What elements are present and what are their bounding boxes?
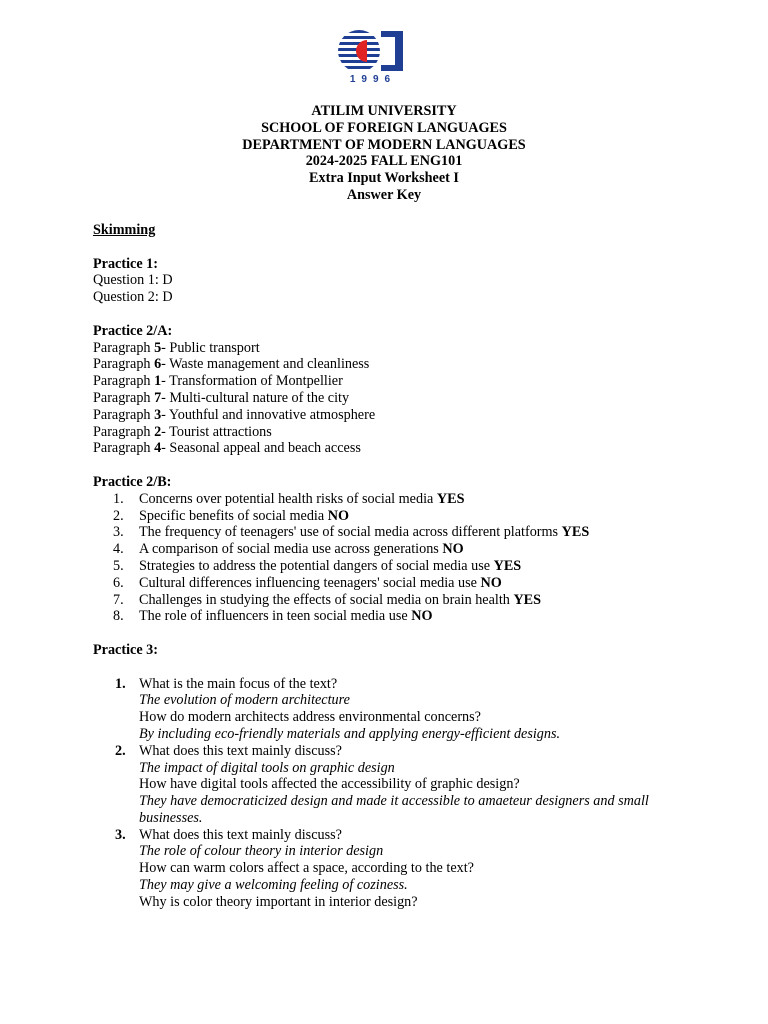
question-item: 1. What is the main focus of the text? The evolution of modern architecture How do modern architects address environmental concerns? By including eco-friendly materials and applying energy-efficient designs. (93, 676, 733, 743)
practice-1-answer: Question 1: D (93, 272, 173, 289)
paragraph-match: Paragraph 3- Youthful and innovative atmosphere (93, 406, 376, 423)
answer-text: The impact of digital tools on graphic design (139, 759, 395, 776)
department-name: DEPARTMENT OF MODERN LANGUAGES (242, 136, 526, 153)
practice-1-answer: Question 2: D (93, 289, 173, 306)
list-item: 4. A comparison of social media use across generations NO (113, 541, 464, 558)
university-logo (337, 28, 409, 90)
answer-text: The role of colour theory in interior design (139, 843, 384, 860)
question-text: What is the main focus of the text? (139, 675, 338, 692)
practice-3-list (93, 676, 733, 911)
practice-1-heading: Practice 1: (93, 255, 158, 272)
question-text: What does this text mainly discuss? (139, 742, 342, 759)
question-item: 2. What does this text mainly discuss? The impact of digital tools on graphic design How have digital tools affected the accessibility of graphic design? They have democraticized design and made it accessible to amaeteur designers and small businesses. (93, 743, 733, 827)
answer-key-label: Answer Key (346, 186, 422, 203)
list-item: 6. Cultural differences influencing teenagers' social media use NO (113, 574, 502, 591)
answer-text: They may give a welcoming feeling of coziness. (139, 877, 408, 894)
list-item: 8. The role of influencers in teen social media use NO (113, 608, 433, 625)
worksheet-title: Extra Input Worksheet I (309, 170, 459, 187)
term-course: 2024-2025 FALL ENG101 (305, 153, 463, 170)
school-name: SCHOOL OF FOREIGN LANGUAGES (261, 119, 507, 136)
section-heading-skimming: Skimming (93, 222, 156, 238)
practice-2b-heading: Practice 2/B: (93, 473, 172, 490)
question-text: How can warm colors affect a space, according to the text? (139, 860, 474, 877)
question-item: 3. What does this text mainly discuss? The role of colour theory in interior design How can warm colors affect a space, according to the text? They may give a welcoming feeling of coziness. Why is color theory important in interior design? (93, 827, 733, 911)
answer-text: They have democraticized design and made it accessible to amaeteur designers and small businesses. (139, 793, 649, 826)
list-item: 5. Strategies to address the potential dangers of social media use YES (113, 557, 522, 574)
practice-2b-list (93, 491, 733, 625)
practice-2a-list (93, 340, 733, 458)
question-text: How have digital tools affected the accessibility of graphic design? (139, 776, 520, 793)
document-header (0, 103, 768, 204)
paragraph-match: Paragraph 5- Public transport (93, 339, 260, 356)
logo-emblem-icon (337, 28, 409, 74)
list-item: 1. Concerns over potential health risks of social media YES (113, 490, 465, 507)
paragraph-match: Paragraph 6- Waste management and cleanliness (93, 356, 370, 373)
paragraph-match: Paragraph 7- Multi-cultural nature of the city (93, 389, 350, 406)
list-item: 7. Challenges in studying the effects of social media on brain health YES (113, 591, 542, 608)
logo-year: 1996 (349, 74, 397, 85)
answer-text: By including eco-friendly materials and applying energy-efficient designs. (139, 725, 561, 742)
paragraph-match: Paragraph 1- Transformation of Montpellier (93, 373, 343, 390)
practice-3-heading: Practice 3: (93, 641, 158, 658)
list-item: 3. The frequency of teenagers' use of social media across different platforms YES (113, 524, 590, 541)
list-item: 2. Specific benefits of social media NO (113, 507, 349, 524)
question-text: How do modern architects address environmental concerns? (139, 709, 481, 726)
practice-2a-heading: Practice 2/A: (93, 322, 173, 339)
question-text: What does this text mainly discuss? (139, 826, 342, 843)
question-text: Why is color theory important in interior design? (139, 893, 418, 910)
answer-key-body (93, 222, 733, 911)
answer-text: The evolution of modern architecture (139, 692, 350, 709)
university-name: ATILIM UNIVERSITY (311, 103, 457, 119)
paragraph-match: Paragraph 4- Seasonal appeal and beach access (93, 440, 361, 457)
paragraph-match: Paragraph 2- Tourist attractions (93, 423, 272, 440)
